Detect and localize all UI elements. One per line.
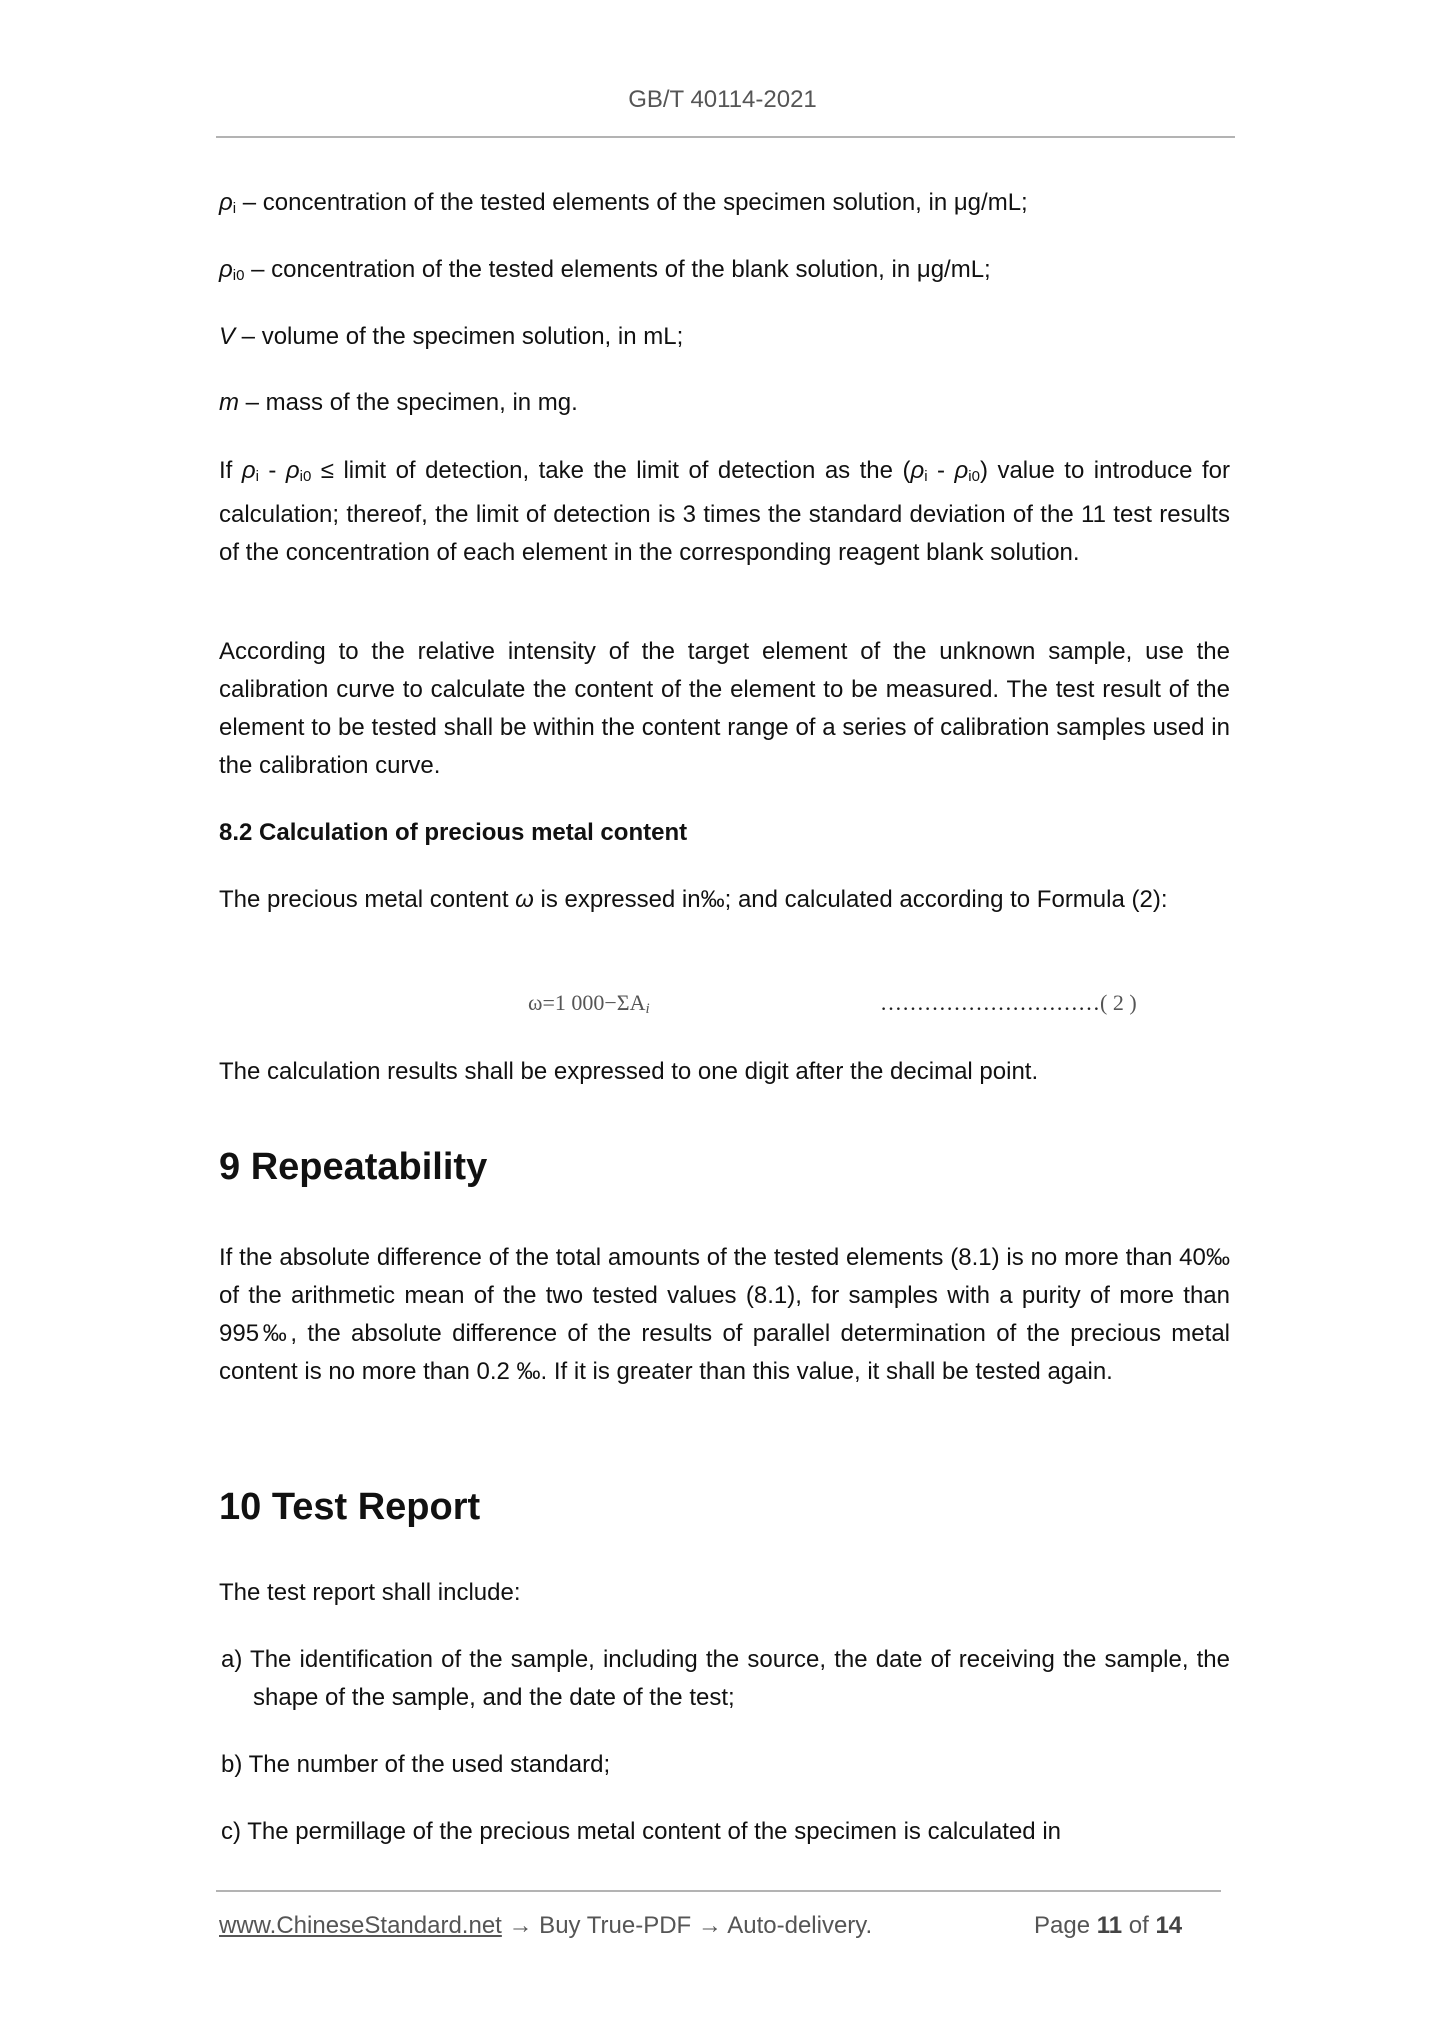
definition-rho-i [219,184,1230,228]
equation-number: ( 2 ) [1100,990,1137,1015]
symbol: ρ [219,189,233,216]
definition-mass [219,384,1230,422]
subscript: i0 [232,267,245,284]
list-item-c: c) The permillage of the precious metal content of the specimen is calculated in [221,1818,1061,1845]
subscript: i [255,468,259,485]
text: ) value to introduce for calculation; thereof, the limit of detection is 3 times the standard deviation of the 11 test results of the concentration of each element in the corresponding reagent blank solution. [219,457,1231,566]
subscript: i0 [299,468,312,485]
text: If [219,457,242,484]
symbol: V [219,323,236,350]
text: is expressed in‰; and calculated according to Formula (2): [533,886,1168,913]
definition-rho-i0 [219,251,1230,295]
list-item-b: b) The number of the used standard; [221,1751,611,1778]
text: - [927,457,955,484]
formula-2 [528,990,650,1018]
leader-dots: ………………………… [880,990,1100,1015]
formula-subscript: i [645,1001,650,1017]
subscript: i0 [968,468,980,485]
formula-number [880,990,1137,1016]
test-report-intro: The test report shall include: [219,1579,521,1606]
total-pages: 14 [1155,1912,1183,1939]
section-9-heading: 9 Repeatability [219,1146,488,1188]
header-divider [216,136,1235,138]
symbol: m [219,389,239,416]
formula-expression: ω=1 000−ΣA [528,990,646,1015]
section-8-2-heading: 8.2 Calculation of precious metal content [219,819,688,846]
symbol: ρ [954,457,969,484]
current-page: 11 [1096,1912,1123,1939]
calculation-result-note: The calculation results shall be expressed to one digit after the decimal point. [219,1058,1039,1085]
text: The precious metal content [219,886,516,913]
definition-text: – volume of the specimen solution, in mL; [235,323,684,350]
footer-divider [216,1890,1221,1892]
definition-text: – mass of the specimen, in mg. [239,389,578,416]
calibration-paragraph: According to the relative intensity of the target element of the unknown sample, use the calibration curve to calculate the content of the element to be measured. The test result of the element to be tested shall be within the content range of a series of calibration samples used in the calibration curve. [219,638,1230,779]
page-label: Page [1034,1912,1097,1939]
definition-text: – concentration of the tested elements of the specimen solution, in μg/mL; [236,189,1028,216]
detection-limit-paragraph [219,452,1230,572]
subscript: i [232,200,237,217]
text: ≤ limit of detection, take the limit of detection as the ( [311,457,911,484]
symbol: ρ [241,457,256,484]
text: - [258,457,286,484]
footer-tagline: → Buy True-PDF → Auto-delivery. [501,1912,873,1939]
footer-promo [219,1912,872,1940]
page-of: of [1122,1912,1156,1939]
chinesestandard-link[interactable]: www.ChineseStandard.net [219,1912,502,1939]
repeatability-paragraph: If the absolute difference of the total amounts of the tested elements (8.1) is no more than 40‰ of the arithmetic mean of the two tested values (8.1), for samples with a purity of more than 995‰, the absolute difference of the results of parallel determination of the precious metal content is no more than 0.2 ‰. If it is greater than this value, it shall be tested again. [219,1244,1230,1385]
page-header-title: GB/T 40114-2021 [628,86,817,113]
subscript: i [924,468,928,485]
symbol: ρ [910,457,925,484]
symbol: ρ [219,256,233,283]
symbol: ρ [285,457,300,484]
page-number [1034,1912,1182,1940]
definition-text: – concentration of the tested elements of the blank solution, in μg/mL; [244,256,991,283]
symbol: ω [515,886,534,913]
definition-volume [219,318,1230,356]
precious-metal-intro [219,881,1230,919]
list-item-a: a) The identification of the sample, including the source, the date of receiving the sample, the shape of the sample, and the date of the test; [221,1646,1230,1711]
section-10-heading: 10 Test Report [219,1486,481,1528]
